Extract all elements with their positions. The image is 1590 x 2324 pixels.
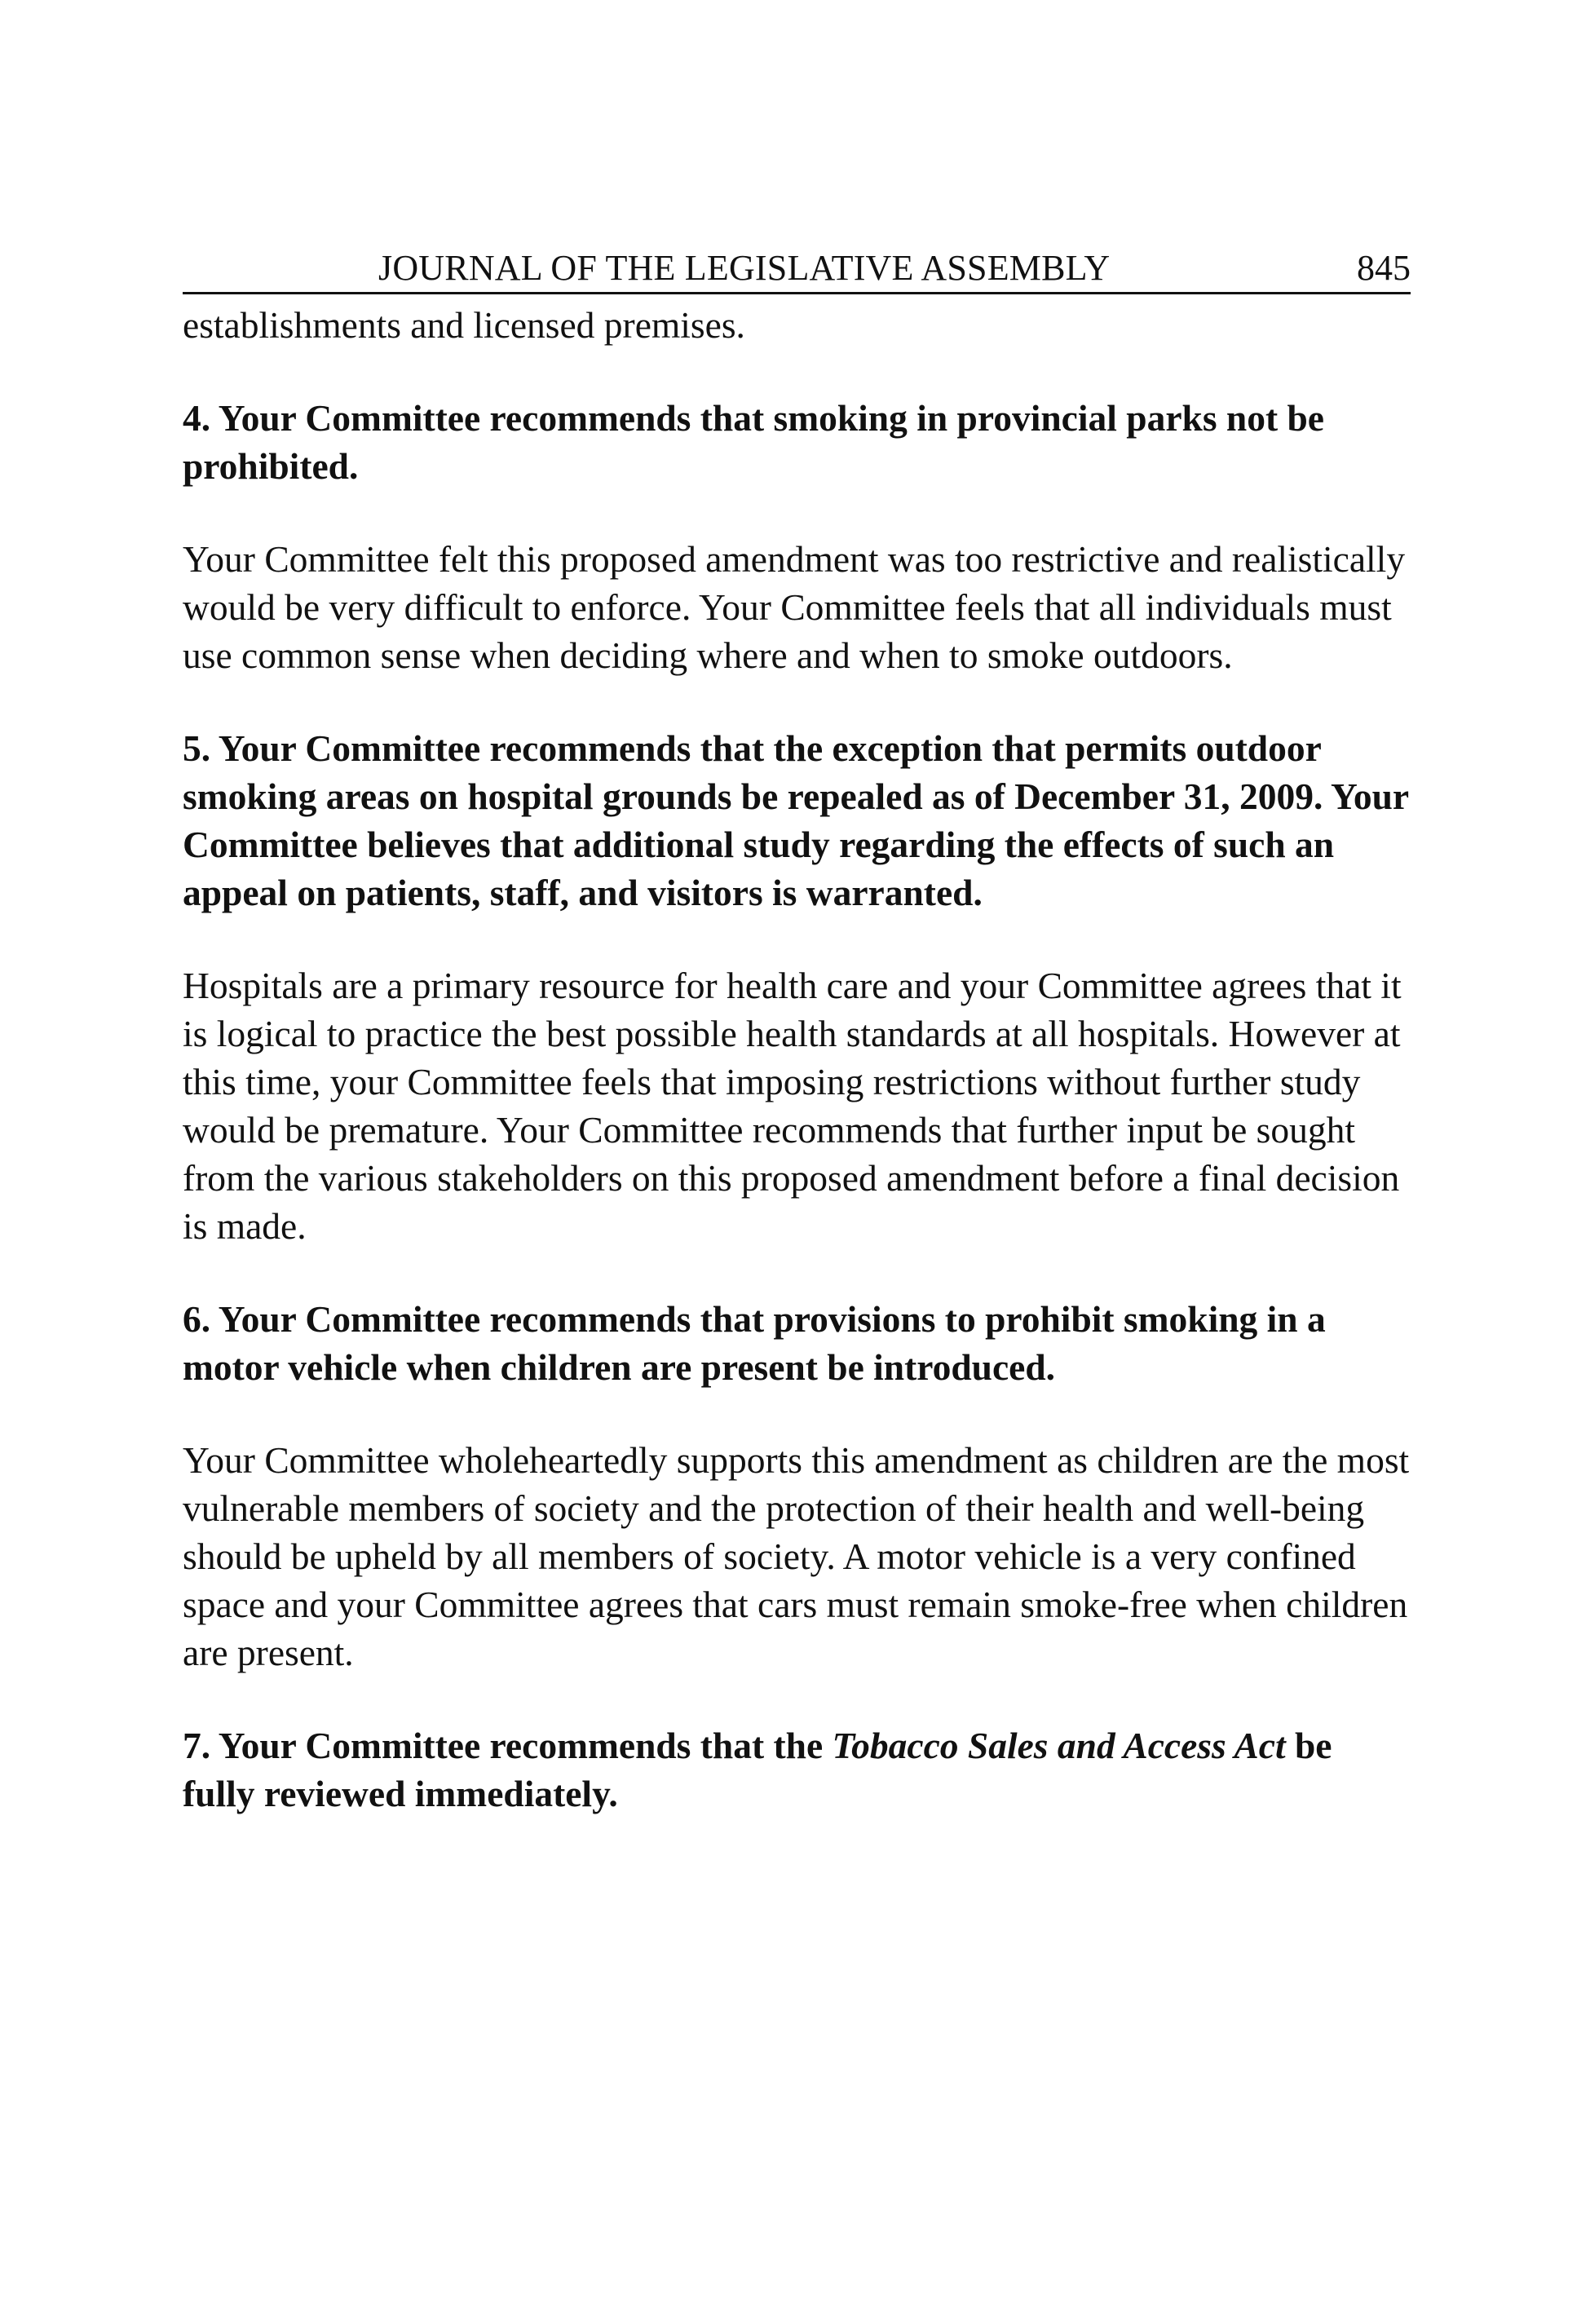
- recommendation-7-suffix: be fully reviewed immediately.: [183, 1725, 1332, 1814]
- paragraph-6: Your Committee wholeheartedly supports this amendment as children are the most vulnerable members of society and the protection of their health and well-being should be upheld by all members of society. A motor vehicle is a very confined space and your Committee agrees that cars must remain smoke-free when children are present.: [183, 1439, 1410, 1673]
- paragraph-5: Hospitals are a primary resource for health care and your Committee agrees that it is logical to practice the best possible health standards at all hospitals. However at this time, your Committee feels that imposing restrictions without further study would be premature. Your Committee recommends that further input be sought from the various stakeholders on this proposed amendment before a final decision is made.: [183, 965, 1402, 1247]
- continuation-text: establishments and licensed premises.: [183, 304, 745, 346]
- running-header: [183, 245, 1411, 294]
- recommendation-7-prefix: 7. Your Committee recommends that the: [183, 1725, 833, 1766]
- recommendation-5: 5. Your Committee recommends that the exception that permits outdoor smoking areas on hospital grounds be repealed as of December 31, 2009. Your Committee believes that additional study regarding the effects of such an appeal on patients, staff, and visitors is warranted.: [183, 727, 1409, 913]
- act-title: Tobacco Sales and Access Act: [832, 1725, 1286, 1766]
- recommendation-4: 4. Your Committee recommends that smoking in provincial parks not be prohibited.: [183, 397, 1324, 487]
- recommendation-6: 6. Your Committee recommends that provisions to prohibit smoking in a motor vehicle when children are present be introduced.: [183, 1298, 1326, 1388]
- recommendation-7: [183, 1721, 1411, 1818]
- page-number: 845: [1357, 248, 1411, 288]
- paragraph-4: Your Committee felt this proposed amendment was too restrictive and realistically would be very difficult to enforce. Your Committee feels that all individuals must use common sense when deciding where and when to smoke outdoors.: [183, 538, 1406, 676]
- journal-page: [183, 245, 1411, 1818]
- journal-title: JOURNAL OF THE LEGISLATIVE ASSEMBLY: [378, 248, 1111, 288]
